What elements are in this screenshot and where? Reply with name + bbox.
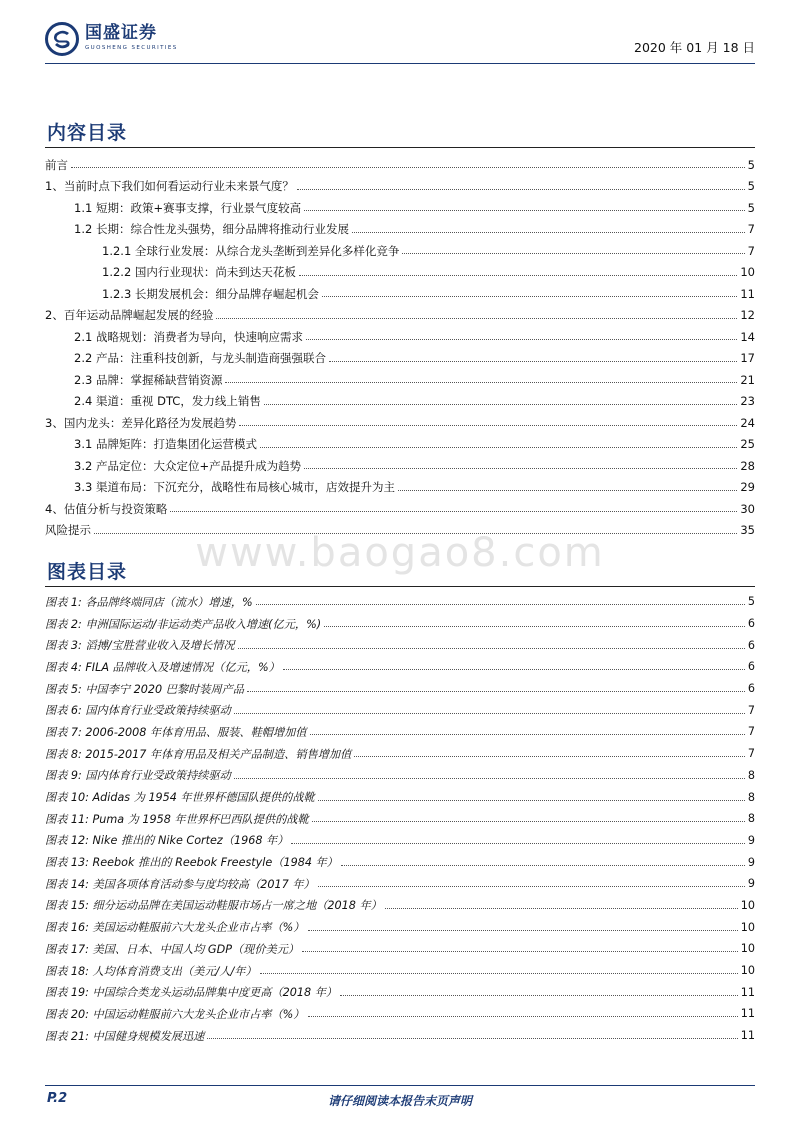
- toc-list: [45, 154, 755, 541]
- toc-entry-label: 1.1 短期：政策+赛事支撑，行业景气度较高: [74, 200, 302, 215]
- dot-leader: [385, 908, 738, 909]
- dot-leader: [306, 339, 737, 340]
- toc-entry-label: 4、估值分析与投资策略: [45, 501, 168, 516]
- toc-entry-page: 28: [740, 458, 755, 473]
- toc-entry[interactable]: [45, 391, 755, 413]
- toc-entry[interactable]: [45, 455, 755, 477]
- dot-leader: [324, 626, 745, 627]
- toc-entry-page: 10: [740, 265, 755, 280]
- figure-entry[interactable]: [45, 808, 755, 830]
- dot-leader: [318, 886, 745, 887]
- dot-leader: [170, 511, 737, 512]
- figure-entry-page: 8: [747, 768, 755, 782]
- figure-entry[interactable]: [45, 1003, 755, 1025]
- toc-entry[interactable]: [45, 176, 755, 198]
- figure-entry-page: 9: [747, 855, 755, 869]
- dot-leader: [291, 843, 744, 844]
- figure-entry[interactable]: [45, 765, 755, 787]
- toc-entry-page: 24: [740, 415, 755, 430]
- toc-entry-page: 21: [740, 372, 755, 387]
- toc-title-divider: [45, 147, 755, 148]
- dot-leader: [308, 1016, 738, 1017]
- dot-leader: [310, 734, 745, 735]
- toc-entry-label: 2.2 产品：注重科技创新，与龙头制造商强强联合: [74, 351, 326, 366]
- figure-entry-page: 6: [747, 638, 755, 652]
- figure-entry[interactable]: [45, 786, 755, 808]
- figure-entry[interactable]: [45, 873, 755, 895]
- dot-leader: [225, 382, 737, 383]
- toc-entry[interactable]: [45, 197, 755, 219]
- toc-entry-label: 前言: [45, 157, 68, 172]
- dot-leader: [256, 604, 745, 605]
- dot-leader: [239, 425, 737, 426]
- toc-entry-label: 1.2.3 长期发展机会：细分品牌存崛起机会: [102, 286, 319, 301]
- toc-entry[interactable]: [45, 283, 755, 305]
- dot-leader: [247, 691, 745, 692]
- page-number: P.2: [47, 1091, 68, 1106]
- toc-entry-page: 7: [747, 222, 755, 237]
- figure-entry[interactable]: [45, 656, 755, 678]
- figure-entry[interactable]: [45, 830, 755, 852]
- dot-leader: [216, 318, 737, 319]
- dot-leader: [283, 669, 745, 670]
- dot-leader: [234, 778, 745, 779]
- figure-entry[interactable]: [45, 591, 755, 613]
- toc-entry-label: 1.2.2 国内行业现状：尚未到达天花板: [102, 265, 296, 280]
- toc-entry-page: 5: [747, 157, 755, 172]
- toc-entry[interactable]: [45, 262, 755, 284]
- toc-entry[interactable]: [45, 498, 755, 520]
- figure-entry-page: 11: [740, 1029, 755, 1043]
- toc-entry-page: 11: [740, 286, 755, 301]
- dot-leader: [354, 756, 745, 757]
- dot-leader: [312, 821, 745, 822]
- figure-entry[interactable]: [45, 613, 755, 635]
- figure-entry-label: 图表 13: Reebok 推出的 Reebok Freestyle（1984 年）: [45, 856, 338, 870]
- figure-entry-label: 图表 4: FILA 品牌收入及增速情况（亿元，%）: [45, 660, 280, 674]
- figure-entry[interactable]: [45, 699, 755, 721]
- figure-entry[interactable]: [45, 916, 755, 938]
- dot-leader: [302, 951, 738, 952]
- toc-entry-page: 5: [747, 179, 755, 194]
- figure-entry-label: 图表 20: 中国运动鞋服前六大龙头企业市占率（%）: [45, 1007, 305, 1021]
- footer-divider: [45, 1085, 755, 1086]
- figure-entry-page: 5: [747, 595, 755, 609]
- figure-entry[interactable]: [45, 678, 755, 700]
- figure-entry[interactable]: [45, 981, 755, 1003]
- toc-entry-page: 7: [747, 243, 755, 258]
- figure-entry-page: 6: [747, 682, 755, 696]
- dot-leader: [238, 648, 745, 649]
- toc-entry-label: 3.1 品牌矩阵：打造集团化运营模式: [74, 437, 257, 452]
- toc-entry-page: 17: [740, 351, 755, 366]
- figure-entry-page: 11: [740, 985, 755, 999]
- dot-leader: [264, 404, 738, 405]
- toc-entry-label: 1.2 长期：综合性龙头强势，细分品牌将推动行业发展: [74, 222, 349, 237]
- figure-entry-label: 图表 21: 中国健身规模发展迅速: [45, 1029, 205, 1043]
- dot-leader: [304, 468, 737, 469]
- toc-entry[interactable]: [45, 348, 755, 370]
- toc-entry-label: 3、国内龙头：差异化路径为发展趋势: [45, 415, 237, 430]
- figure-entry[interactable]: [45, 960, 755, 982]
- figure-entry-label: 图表 9: 国内体育行业受政策持续驱动: [45, 769, 231, 783]
- figure-entry-page: 10: [740, 964, 755, 978]
- dot-leader: [234, 713, 745, 714]
- figure-entry-label: 图表 18: 人均体育消费支出（美元/人/年）: [45, 964, 257, 978]
- figure-entry-label: 图表 3: 滔搏/宝胜营业收入及增长情况: [45, 639, 235, 653]
- dot-leader: [398, 490, 737, 491]
- figure-entry-label: 图表 16: 美国运动鞋服前六大龙头企业市占率（%）: [45, 921, 305, 935]
- toc-entry-page: 12: [740, 308, 755, 323]
- dot-leader: [260, 973, 738, 974]
- figure-entry[interactable]: [45, 1025, 755, 1047]
- figure-entry-page: 11: [740, 1007, 755, 1021]
- figure-entry-label: 图表 12: Nike 推出的 Nike Cortez（1968 年）: [45, 834, 289, 848]
- dot-leader: [308, 930, 738, 931]
- toc-entry-page: 5: [747, 200, 755, 215]
- toc-entry-label: 2.1 战略规划：消费者为导向，快速响应需求: [74, 329, 303, 344]
- brand-name-cn: 国盛证券: [85, 23, 157, 43]
- dot-leader: [341, 865, 745, 866]
- figure-entry-label: 图表 7: 2006-2008 年体育用品、服装、鞋帽增加值: [45, 725, 307, 739]
- dot-leader: [207, 1038, 737, 1039]
- toc-entry[interactable]: [45, 154, 755, 176]
- figure-entry-label: 图表 1: 各品牌终端同店（流水）增速，%: [45, 595, 253, 609]
- figure-entry-label: 图表 6: 国内体育行业受政策持续驱动: [45, 704, 231, 718]
- figure-entry-page: 7: [747, 725, 755, 739]
- figure-entry-page: 9: [747, 833, 755, 847]
- figure-list: [45, 591, 755, 1046]
- toc-entry-label: 风险提示: [45, 523, 91, 538]
- figure-entry[interactable]: [45, 721, 755, 743]
- figure-entry-page: 8: [747, 790, 755, 804]
- toc-entry[interactable]: [45, 240, 755, 262]
- toc-entry-label: 3.2 产品定位：大众定位+产品提升成为趋势: [74, 458, 302, 473]
- toc-entry-page: 30: [740, 501, 755, 516]
- figure-entry-label: 图表 15: 细分运动品牌在美国运动鞋服市场占一席之地（2018 年）: [45, 899, 382, 913]
- brand-logo: [45, 22, 178, 56]
- dot-leader: [260, 447, 737, 448]
- toc-entry-label: 2.3 品牌：掌握稀缺营销资源: [74, 372, 223, 387]
- brand-name-en: GUOSHENG SECURITIES: [85, 45, 178, 51]
- toc-entry-page: 29: [740, 480, 755, 495]
- toc-title: 内容目录: [47, 122, 128, 144]
- dot-leader: [304, 210, 745, 211]
- figure-entry-page: 6: [747, 660, 755, 674]
- figure-list-title: 图表目录: [47, 561, 128, 583]
- figure-entry-page: 10: [740, 898, 755, 912]
- header-divider: [45, 63, 755, 64]
- dot-leader: [340, 995, 738, 996]
- toc-entry[interactable]: [45, 219, 755, 241]
- figure-entry-page: 8: [747, 812, 755, 826]
- dot-leader: [71, 167, 745, 168]
- figure-entry[interactable]: [45, 938, 755, 960]
- toc-entry-label: 2.4 渠道：重视 DTC，发力线上销售: [74, 394, 261, 409]
- toc-entry-page: 14: [740, 329, 755, 344]
- figure-entry-label: 图表 2: 申洲国际运动/非运动类产品收入增速(亿元，%): [45, 617, 322, 631]
- dot-leader: [352, 232, 745, 233]
- toc-entry-page: 23: [740, 394, 755, 409]
- figure-list-divider: [45, 586, 755, 587]
- brand-logo-icon: [45, 22, 79, 56]
- figure-entry-page: 10: [740, 942, 755, 956]
- figure-entry-label: 图表 11: Puma 为 1958 年世界杯巴西队提供的战靴: [45, 812, 309, 826]
- figure-entry[interactable]: [45, 895, 755, 917]
- toc-entry-label: 1、当前时点下我们如何看运动行业未来景气度？: [45, 179, 294, 194]
- toc-entry-page: 35: [740, 523, 755, 538]
- figure-entry-label: 图表 5: 中国李宁 2020 巴黎时装周产品: [45, 682, 245, 696]
- dot-leader: [329, 361, 737, 362]
- toc-entry-label: 2、百年运动品牌崛起发展的经验: [45, 308, 214, 323]
- figure-entry-page: 10: [740, 920, 755, 934]
- toc-entry[interactable]: [45, 434, 755, 456]
- page-header: [45, 22, 755, 62]
- toc-entry[interactable]: [45, 477, 755, 499]
- figure-entry-label: 图表 17: 美国、日本、中国人均 GDP（现价美元）: [45, 942, 300, 956]
- disclaimer-note: 请仔细阅读本报告末页声明: [327, 1094, 472, 1108]
- dot-leader: [297, 189, 745, 190]
- figure-entry[interactable]: [45, 743, 755, 765]
- figure-entry-page: 7: [747, 747, 755, 761]
- dot-leader: [318, 800, 745, 801]
- figure-entry[interactable]: [45, 851, 755, 873]
- dot-leader: [402, 253, 744, 254]
- toc-entry[interactable]: [45, 326, 755, 348]
- dot-leader: [322, 296, 737, 297]
- watermark: www.baogao8.com: [195, 530, 605, 576]
- toc-entry-page: 25: [740, 437, 755, 452]
- figure-entry[interactable]: [45, 634, 755, 656]
- toc-entry[interactable]: [45, 305, 755, 327]
- toc-entry[interactable]: [45, 369, 755, 391]
- toc-entry[interactable]: [45, 412, 755, 434]
- report-date: 2020 年 01 月 18 日: [634, 40, 755, 55]
- toc-entry-label: 3.3 渠道布局：下沉充分，战略性布局核心城市，店效提升为主: [74, 480, 395, 495]
- toc-entry-label: 1.2.1 全球行业发展：从综合龙头垄断到差异化多样化竞争: [102, 243, 400, 258]
- figure-entry-page: 9: [747, 877, 755, 891]
- figure-entry-label: 图表 8: 2015-2017 年体育用品及相关产品制造、销售增加值: [45, 747, 352, 761]
- figure-entry-label: 图表 14: 美国各项体育活动参与度均较高（2017 年）: [45, 877, 315, 891]
- figure-entry-label: 图表 10: Adidas 为 1954 年世界杯德国队提供的战靴: [45, 791, 315, 805]
- figure-entry-label: 图表 19: 中国综合类龙头运动品牌集中度更高（2018 年）: [45, 986, 338, 1000]
- figure-entry-page: 7: [747, 703, 755, 717]
- figure-entry-page: 6: [747, 617, 755, 631]
- dot-leader: [299, 275, 737, 276]
